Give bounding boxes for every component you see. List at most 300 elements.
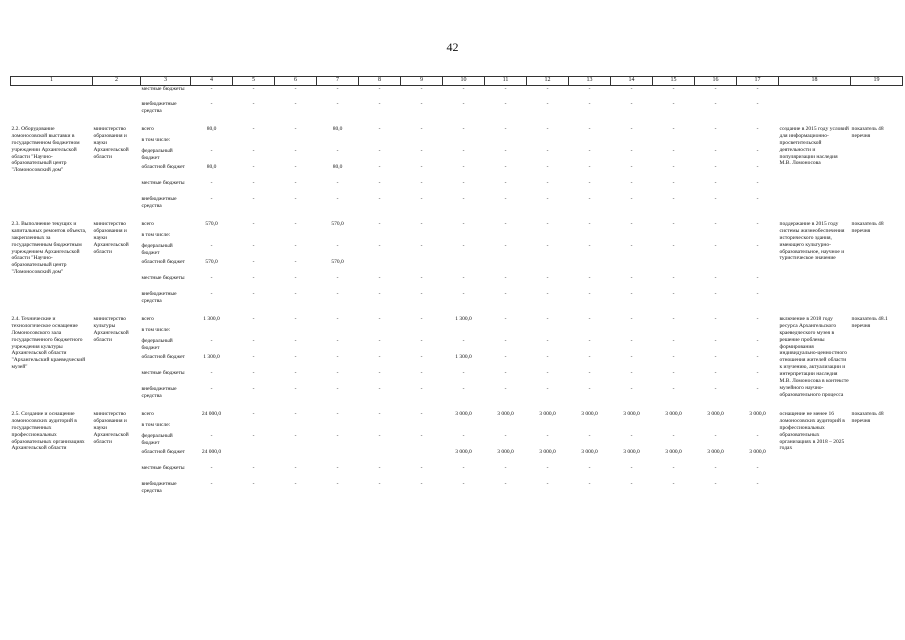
value-cell: - xyxy=(630,126,633,132)
value-cell xyxy=(317,232,359,243)
table-row xyxy=(11,275,903,291)
value-cell: - xyxy=(588,180,591,186)
value-cell xyxy=(359,449,401,465)
table-row xyxy=(11,126,903,137)
value-cell: - xyxy=(336,243,339,249)
value-cell: - xyxy=(630,196,633,202)
value-cell: 24 000,0 xyxy=(201,449,222,455)
value-cell xyxy=(443,232,485,243)
value-cell: - xyxy=(672,196,675,202)
value-cell xyxy=(233,327,275,338)
value-cell: - xyxy=(336,148,339,154)
value-cell: - xyxy=(462,433,465,439)
value-cell: - xyxy=(462,465,465,471)
table-row xyxy=(11,481,903,497)
value-cell xyxy=(401,259,443,275)
value-cell xyxy=(401,449,443,465)
value-cell xyxy=(275,137,317,148)
value-cell: - xyxy=(546,338,549,344)
activity-cell: 2.2. Оборудование ломоносовской выставки в государственном бюджетном учреждении Архангельской области "Научно-образовательный центр "Ломоносовский дом" xyxy=(11,126,80,174)
source-cell: федеральный бюджет xyxy=(141,243,173,256)
value-cell: - xyxy=(378,275,381,281)
value-cell xyxy=(443,422,485,433)
value-cell: - xyxy=(588,386,591,392)
value-cell: - xyxy=(294,386,297,392)
value-cell: - xyxy=(462,180,465,186)
value-cell: - xyxy=(756,101,759,107)
value-cell: - xyxy=(252,338,255,344)
value-cell: - xyxy=(672,386,675,392)
value-cell: - xyxy=(504,354,507,360)
value-cell: 80,0 xyxy=(206,126,217,132)
value-cell: - xyxy=(756,291,759,297)
value-cell: 3 000,0 xyxy=(581,449,598,455)
value-cell: - xyxy=(630,148,633,154)
value-cell: - xyxy=(420,275,423,281)
value-cell: - xyxy=(462,126,465,132)
value-cell: - xyxy=(294,411,297,417)
value-cell xyxy=(191,327,233,338)
column-header: 14 xyxy=(611,77,653,86)
value-cell: - xyxy=(504,148,507,154)
value-cell: - xyxy=(252,370,255,376)
value-cell: - xyxy=(504,101,507,107)
value-cell xyxy=(233,422,275,433)
indicator-cell: показатель 48 перечня xyxy=(851,221,884,234)
value-cell: - xyxy=(546,354,549,360)
executor-cell: министерство образования и науки Архангельской области xyxy=(93,221,129,255)
result-cell: включение в 2018 году ресурса Архангельского краеведческого музея в решение проблемы формирования индивидуально-ценностного отношения жителей области к изучению, актуализации и интерпретации наследия М.В. Ломоносова в контексте музейного научно-образовательного процесса xyxy=(779,316,849,398)
value-cell xyxy=(401,422,443,433)
value-cell: - xyxy=(336,101,339,107)
value-cell: - xyxy=(252,221,255,227)
value-cell: - xyxy=(504,316,507,322)
column-header: 17 xyxy=(737,77,779,86)
value-cell: - xyxy=(630,338,633,344)
value-cell: - xyxy=(546,243,549,249)
value-cell: - xyxy=(756,275,759,281)
value-cell: - xyxy=(252,481,255,487)
value-cell xyxy=(485,422,527,433)
value-cell: - xyxy=(756,370,759,376)
value-cell: 80,0 xyxy=(332,164,343,170)
value-cell: - xyxy=(252,275,255,281)
result-cell: поддержание в 2015 году системы жизнеобеспечения исторического здания, имеющего культурно-образовательное, научное и туристическое значение xyxy=(779,221,845,262)
value-cell: - xyxy=(588,164,591,170)
value-cell: - xyxy=(672,101,675,107)
value-cell: - xyxy=(420,316,423,322)
value-cell: - xyxy=(546,148,549,154)
value-cell: - xyxy=(252,196,255,202)
value-cell: - xyxy=(294,85,297,92)
column-header: 1 xyxy=(11,77,93,86)
value-cell: 3 000,0 xyxy=(539,449,556,455)
source-cell: внебюджетные средства xyxy=(141,386,177,399)
value-cell: - xyxy=(420,481,423,487)
value-cell: - xyxy=(336,386,339,392)
value-cell: - xyxy=(378,221,381,227)
value-cell: - xyxy=(210,386,213,392)
value-cell xyxy=(569,137,611,148)
table-body xyxy=(11,85,903,497)
value-cell: - xyxy=(672,243,675,249)
value-cell: - xyxy=(504,338,507,344)
value-cell: - xyxy=(210,196,213,202)
value-cell xyxy=(737,232,779,243)
value-cell: - xyxy=(546,126,549,132)
value-cell: - xyxy=(588,85,591,92)
value-cell: - xyxy=(210,243,213,249)
value-cell: - xyxy=(294,259,297,265)
executor-cell xyxy=(93,85,141,101)
value-cell xyxy=(527,422,569,433)
value-cell: - xyxy=(294,196,297,202)
row-gap xyxy=(11,402,903,411)
value-cell: - xyxy=(546,481,549,487)
value-cell xyxy=(611,327,653,338)
value-cell: - xyxy=(504,243,507,249)
value-cell xyxy=(443,259,485,275)
source-cell: всего xyxy=(141,411,154,417)
value-cell: - xyxy=(756,465,759,471)
value-cell xyxy=(401,327,443,338)
column-header: 18 xyxy=(779,77,851,86)
table-row xyxy=(11,148,903,164)
value-cell: 1 300,0 xyxy=(203,316,220,322)
value-cell xyxy=(233,137,275,148)
value-cell xyxy=(275,232,317,243)
value-cell xyxy=(695,137,737,148)
value-cell: - xyxy=(714,164,717,170)
value-cell: - xyxy=(378,148,381,154)
value-cell: - xyxy=(756,164,759,170)
value-cell: - xyxy=(546,196,549,202)
value-cell: - xyxy=(336,338,339,344)
value-cell: - xyxy=(546,101,549,107)
value-cell: - xyxy=(714,243,717,249)
source-cell: местные бюджеты xyxy=(141,85,185,92)
value-cell: - xyxy=(210,433,213,439)
value-cell: - xyxy=(630,243,633,249)
column-header: 13 xyxy=(569,77,611,86)
source-cell: внебюджетные средства xyxy=(141,481,177,494)
value-cell: - xyxy=(714,481,717,487)
value-cell xyxy=(317,327,359,338)
value-cell: - xyxy=(714,386,717,392)
value-cell: - xyxy=(336,85,339,92)
value-cell: 80,0 xyxy=(206,164,217,170)
value-cell: - xyxy=(588,148,591,154)
table-row xyxy=(11,316,903,327)
value-cell: - xyxy=(294,180,297,186)
table-row xyxy=(11,291,903,307)
activity-cell: 2.3. Выполнение текущих и капитальных ремонтов объекта, закрепленных за государственным бюджетным учреждением Архангельской области "Научно-образовательный центр "Ломоносовский дом" xyxy=(11,221,87,276)
value-cell: - xyxy=(336,433,339,439)
source-cell: местные бюджеты xyxy=(141,180,185,186)
value-cell: - xyxy=(504,370,507,376)
value-cell: - xyxy=(252,433,255,439)
value-cell: - xyxy=(378,481,381,487)
value-cell: - xyxy=(630,386,633,392)
value-cell xyxy=(401,232,443,243)
value-cell xyxy=(695,259,737,275)
value-cell: - xyxy=(336,370,339,376)
value-cell: - xyxy=(252,126,255,132)
value-cell: - xyxy=(546,221,549,227)
value-cell: - xyxy=(504,221,507,227)
value-cell xyxy=(317,422,359,433)
value-cell: - xyxy=(714,180,717,186)
value-cell: - xyxy=(462,370,465,376)
value-cell: - xyxy=(756,316,759,322)
table-row xyxy=(11,85,903,101)
value-cell xyxy=(611,232,653,243)
value-cell: - xyxy=(630,433,633,439)
table-row xyxy=(11,232,903,243)
value-cell: - xyxy=(336,275,339,281)
result-cell: создание в 2015 году условий для информационно-просветительской деятельности и популяризации наследия М.В. Ломоносова xyxy=(779,126,849,167)
value-cell xyxy=(233,232,275,243)
value-cell: - xyxy=(420,243,423,249)
value-cell xyxy=(737,327,779,338)
value-cell xyxy=(191,422,233,433)
value-cell: - xyxy=(756,148,759,154)
value-cell: - xyxy=(378,411,381,417)
value-cell: - xyxy=(252,411,255,417)
value-cell: - xyxy=(210,148,213,154)
value-cell: 3 000,0 xyxy=(665,449,682,455)
value-cell: 3 000,0 xyxy=(665,411,682,417)
value-cell: - xyxy=(588,354,591,360)
value-cell: - xyxy=(546,465,549,471)
value-cell: - xyxy=(462,221,465,227)
value-cell: - xyxy=(714,126,717,132)
value-cell: - xyxy=(630,85,633,92)
indicator-cell xyxy=(851,101,903,117)
value-cell: - xyxy=(294,433,297,439)
value-cell: 80,0 xyxy=(332,126,343,132)
value-cell: - xyxy=(462,196,465,202)
value-cell: - xyxy=(210,101,213,107)
source-cell: в том числе: xyxy=(141,422,171,428)
value-cell: - xyxy=(672,316,675,322)
value-cell: - xyxy=(756,85,759,92)
value-cell: - xyxy=(588,316,591,322)
value-cell: - xyxy=(714,148,717,154)
table-row xyxy=(11,137,903,148)
source-cell: внебюджетные средства xyxy=(141,291,177,304)
value-cell xyxy=(653,259,695,275)
table-row xyxy=(11,259,903,275)
value-cell: - xyxy=(714,101,717,107)
value-cell: - xyxy=(756,221,759,227)
value-cell: - xyxy=(756,243,759,249)
value-cell: - xyxy=(588,481,591,487)
column-header: 15 xyxy=(653,77,695,86)
value-cell: - xyxy=(672,221,675,227)
value-cell: - xyxy=(504,164,507,170)
value-cell xyxy=(737,422,779,433)
value-cell: - xyxy=(210,465,213,471)
value-cell: - xyxy=(462,338,465,344)
source-cell: в том числе: xyxy=(141,232,171,238)
value-cell: - xyxy=(210,291,213,297)
value-cell: - xyxy=(420,164,423,170)
table-row xyxy=(11,411,903,422)
value-cell xyxy=(275,327,317,338)
value-cell: - xyxy=(504,85,507,92)
value-cell: - xyxy=(630,101,633,107)
value-cell: - xyxy=(336,291,339,297)
column-header: 6 xyxy=(275,77,317,86)
value-cell: - xyxy=(504,275,507,281)
source-cell: внебюджетные средства xyxy=(141,196,177,209)
value-cell: - xyxy=(462,243,465,249)
value-cell xyxy=(527,232,569,243)
value-cell xyxy=(527,137,569,148)
value-cell: - xyxy=(378,465,381,471)
value-cell: - xyxy=(252,259,255,265)
value-cell xyxy=(569,259,611,275)
column-header: 4 xyxy=(191,77,233,86)
value-cell: - xyxy=(378,126,381,132)
value-cell: - xyxy=(756,338,759,344)
value-cell: - xyxy=(420,386,423,392)
column-header: 12 xyxy=(527,77,569,86)
value-cell: - xyxy=(714,465,717,471)
value-cell: 1 300,0 xyxy=(203,354,220,360)
activity-cell: 2.5. Создание и оснащение ломоносовских аудиторий в государственных профессиональных образовательных организациях Архангельской области xyxy=(11,411,85,452)
value-cell: - xyxy=(210,338,213,344)
value-cell: - xyxy=(252,85,255,92)
value-cell: - xyxy=(252,164,255,170)
value-cell xyxy=(485,327,527,338)
table-row xyxy=(11,449,903,465)
indicator-cell: показатель 48.1 перечня xyxy=(851,316,888,329)
indicator-cell xyxy=(851,85,903,101)
value-cell xyxy=(653,327,695,338)
table-row xyxy=(11,433,903,449)
value-cell: - xyxy=(546,370,549,376)
value-cell: - xyxy=(252,386,255,392)
value-cell: - xyxy=(378,243,381,249)
value-cell: - xyxy=(336,465,339,471)
gap-cell xyxy=(11,212,903,221)
source-cell: местные бюджеты xyxy=(141,370,185,376)
value-cell: - xyxy=(378,164,381,170)
value-cell: - xyxy=(294,291,297,297)
value-cell: - xyxy=(294,126,297,132)
value-cell: - xyxy=(672,275,675,281)
value-cell: - xyxy=(420,411,423,417)
value-cell: - xyxy=(420,126,423,132)
value-cell: - xyxy=(294,338,297,344)
value-cell: 3 000,0 xyxy=(581,411,598,417)
value-cell: - xyxy=(252,316,255,322)
value-cell xyxy=(611,137,653,148)
value-cell: - xyxy=(252,291,255,297)
value-cell: - xyxy=(672,465,675,471)
value-cell: - xyxy=(546,164,549,170)
value-cell xyxy=(359,232,401,243)
value-cell xyxy=(443,327,485,338)
value-cell: - xyxy=(714,221,717,227)
activity-cell xyxy=(11,85,93,101)
value-cell xyxy=(695,232,737,243)
value-cell xyxy=(359,259,401,275)
source-cell: в том числе: xyxy=(141,327,171,333)
value-cell xyxy=(527,327,569,338)
value-cell: - xyxy=(504,196,507,202)
result-cell xyxy=(779,85,851,101)
table-row xyxy=(11,221,903,232)
value-cell: - xyxy=(504,291,507,297)
value-cell: - xyxy=(672,180,675,186)
source-cell: областной бюджет xyxy=(141,259,185,265)
column-header: 8 xyxy=(359,77,401,86)
value-cell: - xyxy=(672,291,675,297)
value-cell: 3 000,0 xyxy=(749,411,766,417)
value-cell: - xyxy=(420,338,423,344)
value-cell: - xyxy=(252,101,255,107)
value-cell xyxy=(653,422,695,433)
value-cell: - xyxy=(630,180,633,186)
value-cell: - xyxy=(378,386,381,392)
value-cell: 3 000,0 xyxy=(497,449,514,455)
value-cell xyxy=(611,422,653,433)
value-cell: - xyxy=(462,386,465,392)
row-gap xyxy=(11,307,903,316)
value-cell xyxy=(569,422,611,433)
column-header: 5 xyxy=(233,77,275,86)
value-cell xyxy=(569,232,611,243)
value-cell: 3 000,0 xyxy=(707,449,724,455)
value-cell xyxy=(359,422,401,433)
value-cell: - xyxy=(504,433,507,439)
column-header: 19 xyxy=(851,77,903,86)
value-cell: - xyxy=(588,196,591,202)
program-table xyxy=(10,76,903,497)
value-cell: 3 000,0 xyxy=(455,411,472,417)
value-cell xyxy=(191,137,233,148)
value-cell: - xyxy=(378,180,381,186)
value-cell: - xyxy=(294,221,297,227)
table-row xyxy=(11,101,903,117)
value-cell: - xyxy=(504,180,507,186)
value-cell: - xyxy=(336,481,339,487)
value-cell: - xyxy=(630,316,633,322)
activity-cell xyxy=(11,101,93,117)
value-cell: - xyxy=(252,148,255,154)
value-cell: - xyxy=(294,354,297,360)
table-row xyxy=(11,327,903,338)
value-cell: - xyxy=(336,354,339,360)
value-cell: - xyxy=(714,291,717,297)
value-cell: - xyxy=(546,316,549,322)
value-cell: - xyxy=(420,291,423,297)
value-cell: - xyxy=(252,465,255,471)
value-cell xyxy=(695,327,737,338)
table-row xyxy=(11,243,903,259)
value-cell: - xyxy=(378,433,381,439)
value-cell: - xyxy=(378,196,381,202)
table-row xyxy=(11,180,903,196)
value-cell: - xyxy=(630,465,633,471)
value-cell: - xyxy=(336,196,339,202)
column-header: 10 xyxy=(443,77,485,86)
value-cell: - xyxy=(714,85,717,92)
table-row xyxy=(11,164,903,180)
